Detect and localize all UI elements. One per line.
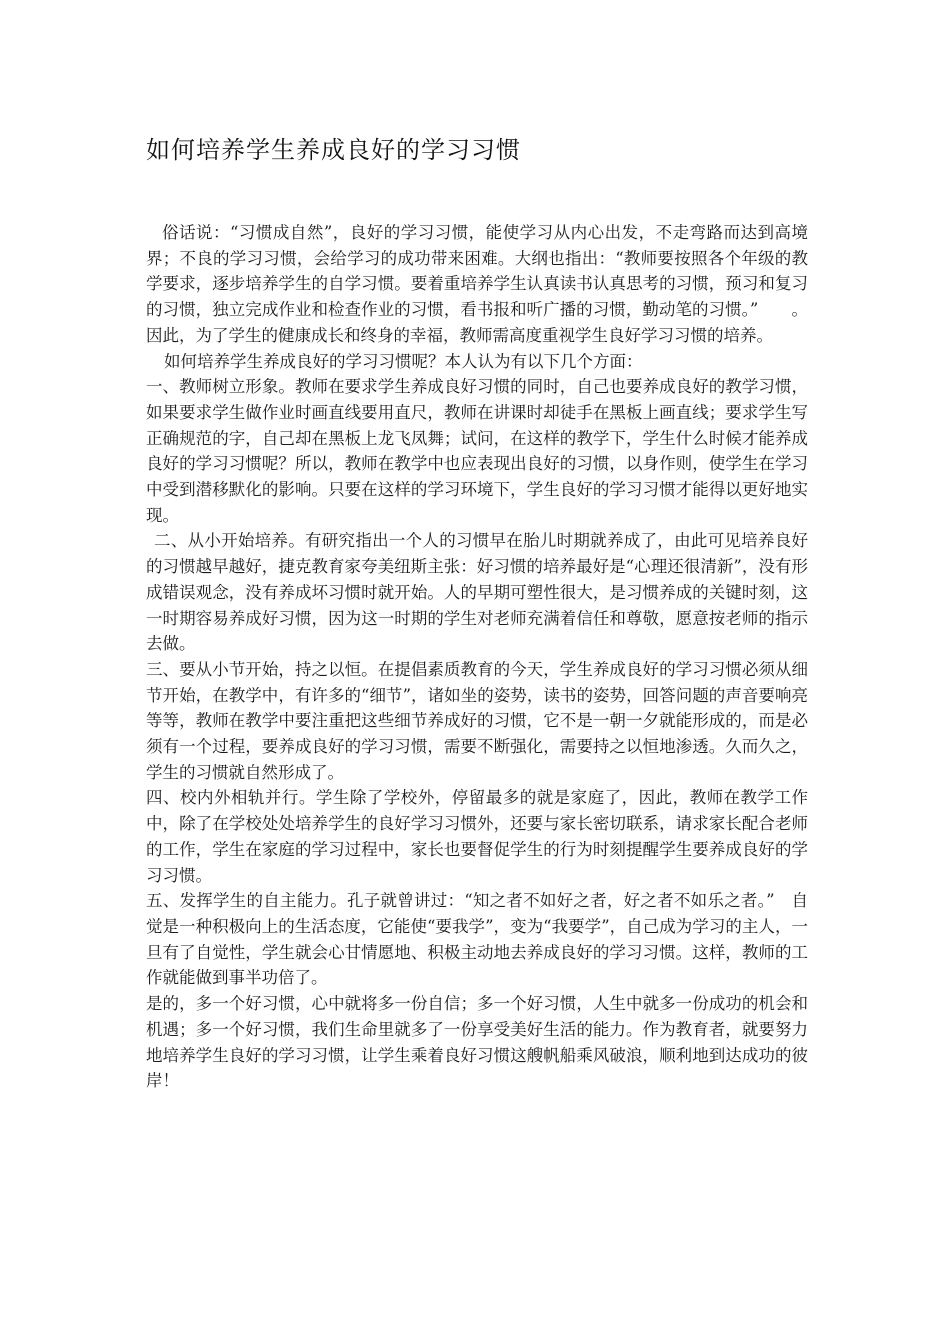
paragraph-question: 如何培养学生养成良好的学习习惯呢？本人认为有以下几个方面：: [164, 351, 643, 371]
paragraph-point-4: 四、校内外相轨并行。学生除了学校外，停留最多的就是家庭了，因此，教师在教学工作中，除了在学校处处培养学生的良好学习习惯外，还要与家长密切联系，请求家长配合老师的工作，学生在家庭的学习过程中，家长也要督促学生的行为时刻提醒学生要养成良好的学习习惯。: [146, 788, 808, 885]
paragraph-conclusion: 是的，多一个好习惯，心中就将多一份自信；多一个好习惯，人生中就多一份成功的机会和机遇；多一个好习惯，我们生命里就多了一份享受美好生活的能力。作为教育者，就要努力地培养学生良好的学习习惯，让学生乘着良好习惯这艘帆船乘风破浪，顺利地到达成功的彼岸！: [146, 994, 808, 1091]
paragraph-point-2: 二、从小开始培养。有研究指出一个人的习惯早在胎儿时期就养成了，由此可见培养良好的习惯越早越好，捷克教育家夸美纽斯主张：好习惯的培养最好是“心理还很清新”，没有形成错误观念，没有养成坏习惯时就开始。人的早期可塑性很大，是习惯养成的关键时刻，这一时期容易养成好习惯，因为这一时期的学生对老师充满着信任和尊敬，愿意按老师的指示去做。: [146, 531, 808, 654]
document-title: 如何培养学生养成良好的学习习惯: [146, 136, 521, 164]
paragraph-point-3: 三、要从小节开始，持之以恒。在提倡素质教育的今天，学生养成良好的学习习惯必须从细节开始，在教学中，有许多的“细节”，诸如坐的姿势，读书的姿势，回答问题的声音要响亮等等，教师在教学中要注重把这些细节养成好的习惯，它不是一朝一夕就能形成的，而是必须有一个过程，要养成良好的学习习惯，需要不断强化，需要持之以恒地渗透。久而久之，学生的习惯就自然形成了。: [146, 659, 808, 782]
document-body: [146, 220, 808, 1094]
paragraph-intro: 俗话说：“习惯成自然”，良好的学习习惯，能使学习从内心出发，不走弯路而达到高境界；不良的学习习惯，会给学习的成功带来困难。大纲也指出：“教师要按照各个年级的教学要求，逐步培养学生的自学习惯。要着重培养学生认真读书认真思考的习惯，预习和复习的习惯，独立完成作业和检查作业的习惯，看书报和听广播的习惯，勤动笔的习惯。” 。因此，为了学生的健康成长和终身的幸福，教师需高度重视学生良好学习习惯的培养。: [146, 223, 808, 345]
paragraph-point-1: 一、教师树立形象。教师在要求学生养成良好习惯的同时，自己也要养成良好的教学习惯，如果要求学生做作业时画直线要用直尺，教师在讲课时却徒手在黑板上画直线；要求学生写正确规范的字，自己却在黑板上龙飞凤舞；试问，在这样的教学下，学生什么时候才能养成良好的学习习惯呢？所以，教师在教学中也应表现出良好的习惯，以身作则，使学生在学习中受到潜移默化的影响。只要在这样的学习环境下，学生良好的学习习惯才能得以更好地实现。: [146, 377, 808, 525]
paragraph-point-5: 五、发挥学生的自主能力。孔子就曾讲过：“知之者不如好之者，好之者不如乐之者。” 自觉是一种积极向上的生活态度，它能使“要我学”，变为“我要学”，自己成为学习的主人，一旦有了自觉性，学生就会心甘情愿地、积极主动地去养成良好的学习习惯。这样，教师的工作就能做到事半功倍了。: [146, 891, 808, 988]
